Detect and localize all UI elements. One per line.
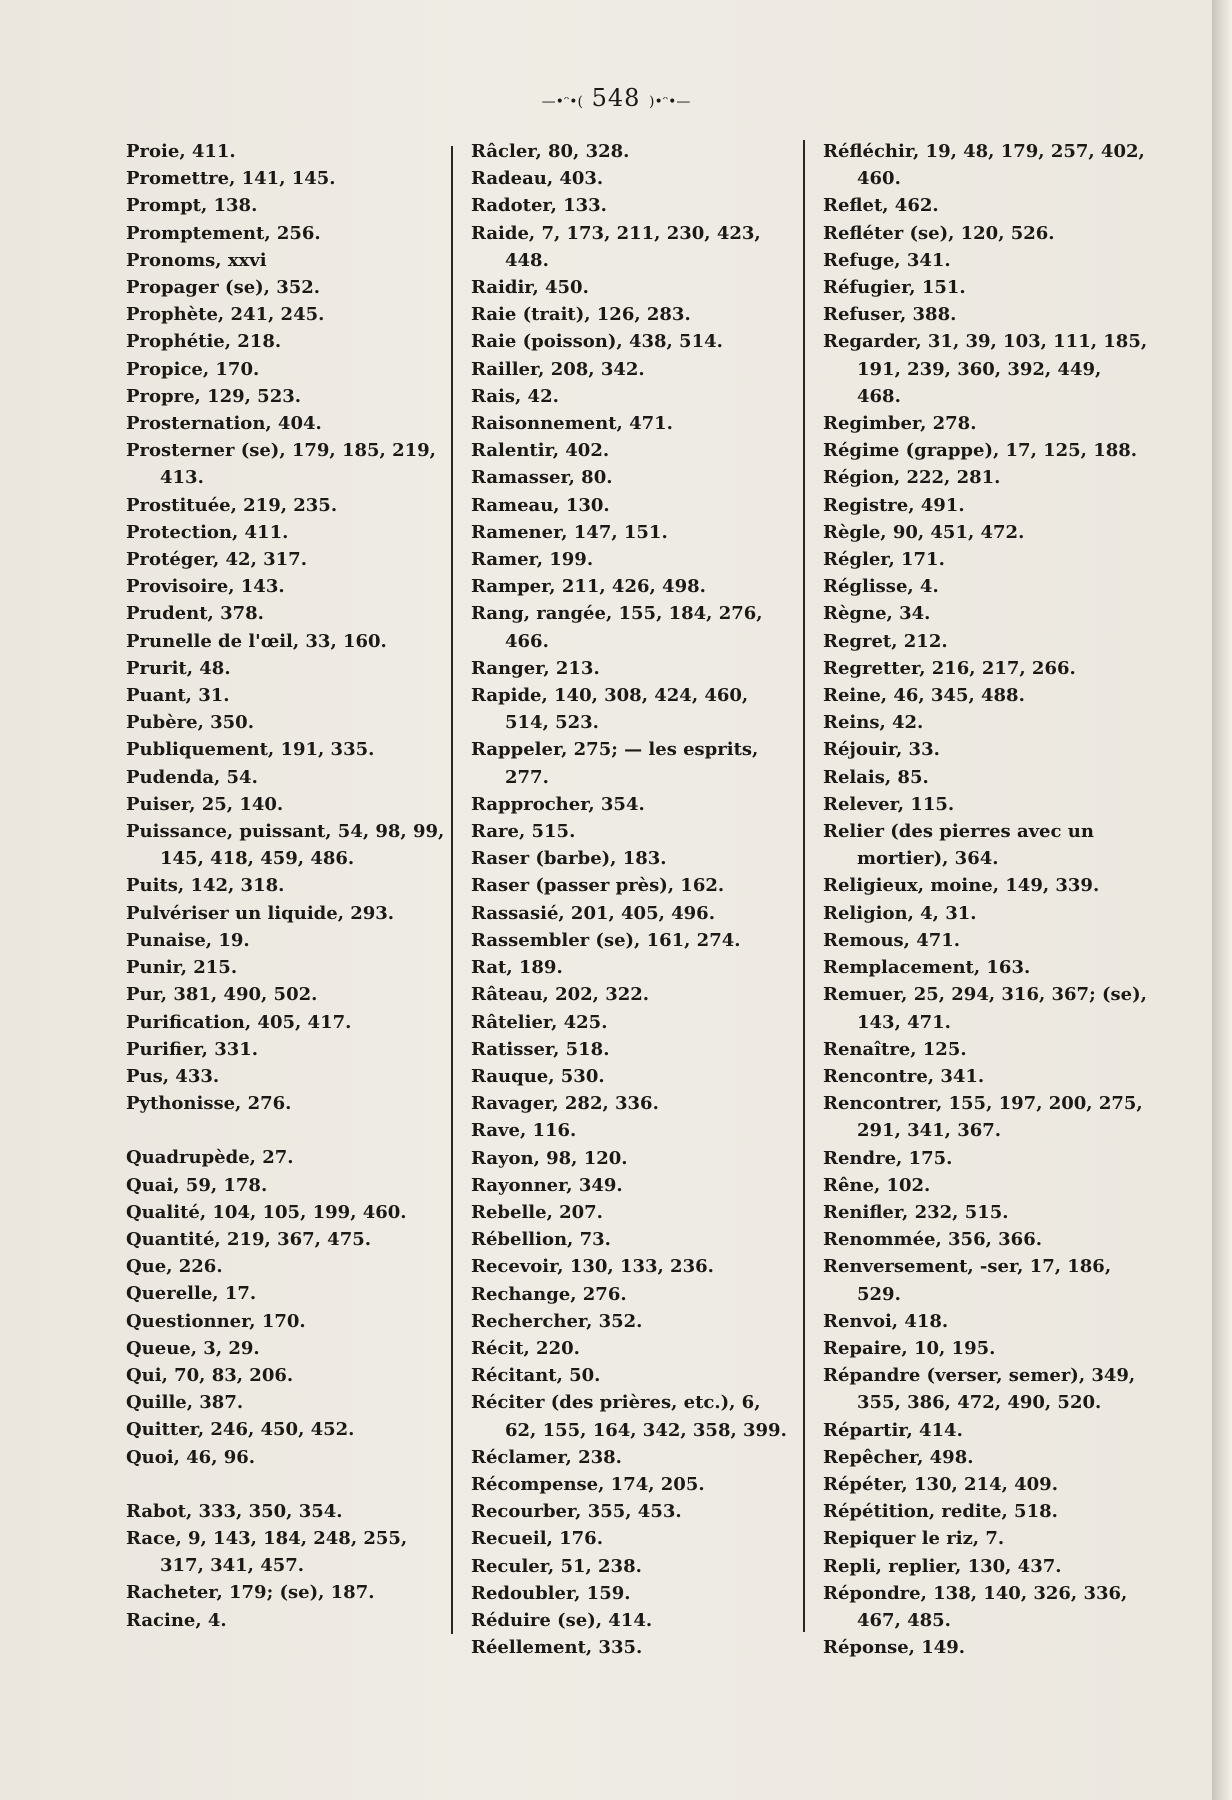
index-entry: Relier (des pierres avec un mortier), 364. bbox=[823, 821, 1094, 870]
index-entry: Racine, 4. bbox=[126, 1609, 227, 1631]
index-entry: Protéger, 42, 317. bbox=[126, 549, 307, 571]
index-entry: Puiser, 25, 140. bbox=[126, 793, 284, 815]
index-entry: Prosterner (se), 179, 185, 219, 413. bbox=[126, 440, 436, 489]
index-entry: Propice, 170. bbox=[126, 358, 260, 380]
index-entry: Rebelle, 207. bbox=[471, 1201, 603, 1223]
index-entry: Prompt, 138. bbox=[126, 195, 258, 217]
column-rule-right bbox=[803, 140, 805, 1632]
index-entry: Promptement, 256. bbox=[126, 222, 321, 244]
index-entry: Puant, 31. bbox=[126, 685, 230, 707]
index-entry: Prophète, 241, 245. bbox=[126, 304, 325, 326]
index-entry: Prudent, 378. bbox=[126, 603, 264, 625]
index-entry: Ratisser, 518. bbox=[471, 1038, 610, 1060]
index-entry: Prosternation, 404. bbox=[126, 413, 322, 435]
index-entry: Pythonisse, 276. bbox=[126, 1093, 292, 1115]
column-rule-left bbox=[451, 146, 453, 1634]
index-entry: Renvoi, 418. bbox=[823, 1310, 949, 1332]
index-entry: Raser (passer près), 162. bbox=[471, 875, 725, 897]
index-entry: Rechercher, 352. bbox=[471, 1310, 643, 1332]
index-entry: Remuer, 25, 294, 316, 367; (se), 143, 471. bbox=[823, 984, 1147, 1033]
index-entry: Redoubler, 159. bbox=[471, 1582, 631, 1604]
index-entry: Proie, 411. bbox=[126, 141, 236, 162]
index-entry: Pur, 381, 490, 502. bbox=[126, 984, 318, 1006]
index-entry: Réponse, 149. bbox=[823, 1637, 966, 1659]
index-entry: Qui, 70, 83, 206. bbox=[126, 1364, 294, 1386]
index-entry: Quantité, 219, 367, 475. bbox=[126, 1228, 372, 1250]
index-entry: Rappeler, 275; — les esprits, 277. bbox=[471, 739, 759, 788]
index-entry: Rayon, 98, 120. bbox=[471, 1147, 628, 1169]
index-entry: Renversement, -ser, 17, 186, 529. bbox=[823, 1256, 1112, 1305]
index-entry: Propager (se), 352. bbox=[126, 277, 321, 299]
index-entry: Réciter (des prières, etc.), 6, 62, 155, 164, 342, 358, 399. bbox=[471, 1392, 787, 1441]
index-entry: Répandre (verser, semer), 349, 355, 386, 472, 490, 520. bbox=[823, 1365, 1136, 1414]
index-entry: Réduire (se), 414. bbox=[471, 1609, 653, 1631]
index-entry: Régime (grappe), 17, 125, 188. bbox=[823, 440, 1138, 462]
index-entry: Répéter, 130, 214, 409. bbox=[823, 1473, 1058, 1495]
index-entry: Querelle, 17. bbox=[126, 1283, 257, 1305]
index-entry: Raie (trait), 126, 283. bbox=[471, 304, 691, 326]
ornament-left: —•ᵔ•( bbox=[541, 94, 583, 110]
index-entry: Refuser, 388. bbox=[823, 304, 957, 326]
index-entry: Règle, 90, 451, 472. bbox=[823, 521, 1025, 543]
index-entry: Prophétie, 218. bbox=[126, 331, 282, 353]
index-entry: Rais, 42. bbox=[471, 385, 559, 407]
index-entry: Rechange, 276. bbox=[471, 1283, 627, 1305]
index-column-3 bbox=[823, 138, 1148, 1661]
index-entry: Regimber, 278. bbox=[823, 413, 977, 435]
index-entry: Prostituée, 219, 235. bbox=[126, 494, 338, 516]
index-entry: Registre, 491. bbox=[823, 494, 965, 516]
index-entry: Renifler, 232, 515. bbox=[823, 1201, 1009, 1223]
index-entry: Rave, 116. bbox=[471, 1120, 577, 1142]
index-entry: Quille, 387. bbox=[126, 1392, 244, 1414]
index-entry: Rassembler (se), 161, 274. bbox=[471, 929, 741, 951]
index-entry: Reine, 46, 345, 488. bbox=[823, 685, 1025, 707]
index-entry: Réjouir, 33. bbox=[823, 739, 940, 761]
page-edge bbox=[1212, 0, 1232, 1800]
index-entry: Réclamer, 238. bbox=[471, 1446, 622, 1468]
index-entry: Radeau, 403. bbox=[471, 168, 604, 190]
index-entry: Racheter, 179; (se), 187. bbox=[126, 1582, 375, 1604]
index-entry: Regret, 212. bbox=[823, 630, 948, 652]
index-entry: Quai, 59, 178. bbox=[126, 1174, 268, 1196]
index-entry: Puits, 142, 318. bbox=[126, 875, 285, 897]
index-column-1 bbox=[126, 138, 446, 1634]
index-entry: Puissance, puissant, 54, 98, 99, 145, 418, 459, 486. bbox=[126, 821, 445, 870]
index-entry: Râcler, 80, 328. bbox=[471, 141, 630, 162]
letter-section-gap bbox=[126, 1117, 446, 1144]
page-header bbox=[0, 84, 1232, 112]
index-entry: Religieux, moine, 149, 339. bbox=[823, 875, 1100, 897]
page-number: 548 bbox=[591, 84, 641, 112]
index-entry: Prunelle de l'œil, 33, 160. bbox=[126, 630, 387, 652]
index-entry: Rare, 515. bbox=[471, 821, 576, 843]
index-entry: Pronoms, xxvi bbox=[126, 249, 267, 271]
index-entry: Récit, 220. bbox=[471, 1337, 580, 1359]
index-entry: Rendre, 175. bbox=[823, 1147, 953, 1169]
index-entry: Radoter, 133. bbox=[471, 195, 607, 217]
index-entry: Purifier, 331. bbox=[126, 1038, 259, 1060]
index-entry: Queue, 3, 29. bbox=[126, 1337, 260, 1359]
index-entry: Repiquer le riz, 7. bbox=[823, 1528, 1005, 1550]
index-entry: Propre, 129, 523. bbox=[126, 385, 302, 407]
index-entry: Répartir, 414. bbox=[823, 1419, 963, 1441]
index-entry: Râtelier, 425. bbox=[471, 1011, 608, 1033]
index-entry: Ravager, 282, 336. bbox=[471, 1093, 659, 1115]
index-entry: Repêcher, 498. bbox=[823, 1446, 974, 1468]
index-entry: Rang, rangée, 155, 184, 276, 466. bbox=[471, 603, 763, 652]
index-entry: Purification, 405, 417. bbox=[126, 1011, 352, 1033]
index-entry: Rencontre, 341. bbox=[823, 1065, 985, 1087]
index-entry: Promettre, 141, 145. bbox=[126, 168, 336, 190]
index-entry: Refléter (se), 120, 526. bbox=[823, 222, 1055, 244]
index-entry: Réfléchir, 19, 48, 179, 257, 402, 460. bbox=[823, 141, 1145, 190]
index-entry: Raide, 7, 173, 211, 230, 423, 448. bbox=[471, 222, 761, 271]
index-entry: Pulvériser un liquide, 293. bbox=[126, 902, 395, 924]
ornament-right: )•ᵔ•— bbox=[649, 94, 691, 110]
index-entry: Ramer, 199. bbox=[471, 549, 594, 571]
index-entry: Questionner, 170. bbox=[126, 1310, 306, 1332]
index-entry: Râteau, 202, 322. bbox=[471, 984, 650, 1006]
index-entry: Rébellion, 73. bbox=[471, 1229, 611, 1251]
letter-section-gap bbox=[126, 1471, 446, 1498]
index-entry: Protection, 411. bbox=[126, 521, 289, 543]
index-entry: Rauque, 530. bbox=[471, 1065, 605, 1087]
index-entry: Quitter, 246, 450, 452. bbox=[126, 1419, 355, 1441]
index-entry: Publiquement, 191, 335. bbox=[126, 739, 375, 761]
index-entry: Repli, replier, 130, 437. bbox=[823, 1555, 1062, 1577]
index-entry: Récitant, 50. bbox=[471, 1365, 601, 1387]
index-entry: Reculer, 51, 238. bbox=[471, 1555, 642, 1577]
index-entry: Rapide, 140, 308, 424, 460, 514, 523. bbox=[471, 685, 749, 734]
index-entry: Religion, 4, 31. bbox=[823, 902, 977, 924]
index-entry: Répétition, redite, 518. bbox=[823, 1501, 1058, 1523]
index-entry: Pudenda, 54. bbox=[126, 766, 258, 788]
index-entry: Ranger, 213. bbox=[471, 657, 600, 679]
index-column-2 bbox=[471, 138, 793, 1661]
index-entry: Réellement, 335. bbox=[471, 1637, 643, 1659]
index-entry: Raisonnement, 471. bbox=[471, 413, 673, 435]
index-entry: Rassasié, 201, 405, 496. bbox=[471, 902, 715, 924]
index-entry: Recourber, 355, 453. bbox=[471, 1501, 682, 1523]
index-entry: Remous, 471. bbox=[823, 929, 961, 951]
index-entry: Récompense, 174, 205. bbox=[471, 1473, 705, 1495]
index-entry: Rêne, 102. bbox=[823, 1174, 931, 1196]
index-entry: Ramasser, 80. bbox=[471, 467, 613, 489]
index-entry: Ramener, 147, 151. bbox=[471, 521, 668, 543]
index-entry: Région, 222, 281. bbox=[823, 467, 1001, 489]
index-entry: Recevoir, 130, 133, 236. bbox=[471, 1256, 714, 1278]
index-entry: Rat, 189. bbox=[471, 957, 563, 979]
index-entry: Rameau, 130. bbox=[471, 494, 610, 516]
index-entry: Provisoire, 143. bbox=[126, 576, 285, 598]
index-entry: Rencontrer, 155, 197, 200, 275, 291, 341, 367. bbox=[823, 1093, 1143, 1142]
index-entry: Qualité, 104, 105, 199, 460. bbox=[126, 1201, 407, 1223]
index-entry: Quoi, 46, 96. bbox=[126, 1446, 256, 1468]
index-entry: Pubère, 350. bbox=[126, 712, 254, 734]
index-entry: Race, 9, 143, 184, 248, 255, 317, 341, 457. bbox=[126, 1527, 408, 1577]
index-entry: Rapprocher, 354. bbox=[471, 793, 645, 815]
index-entry: Régler, 171. bbox=[823, 549, 945, 571]
index-entry: Reins, 42. bbox=[823, 712, 924, 734]
index-entry: Rabot, 333, 350, 354. bbox=[126, 1500, 343, 1522]
index-entry: Repaire, 10, 195. bbox=[823, 1337, 996, 1359]
index-entry: Relais, 85. bbox=[823, 766, 929, 788]
index-entry: Ramper, 211, 426, 498. bbox=[471, 576, 706, 598]
index-entry: Rayonner, 349. bbox=[471, 1174, 623, 1196]
index-entry: Punaise, 19. bbox=[126, 929, 250, 951]
index-entry: Répondre, 138, 140, 326, 336, 467, 485. bbox=[823, 1582, 1128, 1631]
index-entry: Pus, 433. bbox=[126, 1065, 220, 1087]
index-entry: Relever, 115. bbox=[823, 793, 955, 815]
index-entry: Recueil, 176. bbox=[471, 1528, 603, 1550]
index-entry: Ralentir, 402. bbox=[471, 440, 610, 462]
index-entry: Règne, 34. bbox=[823, 603, 931, 625]
index-entry: Que, 226. bbox=[126, 1256, 223, 1278]
index-entry: Réglisse, 4. bbox=[823, 576, 939, 598]
index-entry: Raser (barbe), 183. bbox=[471, 848, 667, 870]
index-entry: Punir, 215. bbox=[126, 957, 238, 979]
index-entry: Raie (poisson), 438, 514. bbox=[471, 331, 723, 353]
index-entry: Remplacement, 163. bbox=[823, 957, 1031, 979]
index-entry: Reflet, 462. bbox=[823, 195, 939, 217]
index-entry: Regarder, 31, 39, 103, 111, 185, 191, 239, 360, 392, 449, 468. bbox=[823, 331, 1148, 407]
index-entry: Réfugier, 151. bbox=[823, 277, 966, 299]
index-entry: Railler, 208, 342. bbox=[471, 358, 645, 380]
index-entry: Quadrupède, 27. bbox=[126, 1147, 294, 1169]
index-entry: Refuge, 341. bbox=[823, 249, 951, 271]
index-entry: Renaître, 125. bbox=[823, 1038, 967, 1060]
index-entry: Renommée, 356, 366. bbox=[823, 1229, 1042, 1251]
index-entry: Raidir, 450. bbox=[471, 277, 589, 299]
index-entry: Prurit, 48. bbox=[126, 657, 231, 679]
index-entry: Regretter, 216, 217, 266. bbox=[823, 657, 1076, 679]
